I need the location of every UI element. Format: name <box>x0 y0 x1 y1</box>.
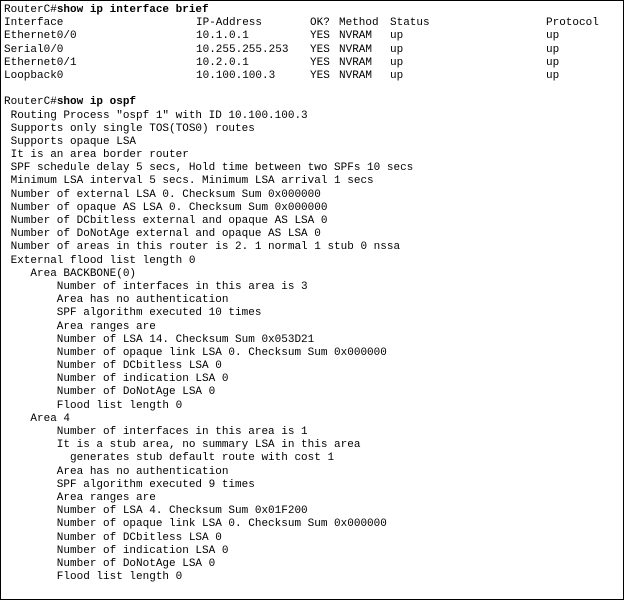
cell-status: up <box>390 43 404 56</box>
cell-method: NVRAM <box>339 43 373 56</box>
output-line: It is an area border router <box>4 149 189 162</box>
cell-ip-address: 10.1.0.1 <box>196 30 249 43</box>
cell-ok: YES <box>310 56 330 69</box>
terminal-output <box>4 4 623 584</box>
output-line: Number of LSA 4. Checksum Sum 0x01F200 <box>4 505 308 518</box>
output-line: SPF algorithm executed 9 times <box>4 478 255 491</box>
output-line: Area ranges are <box>4 491 156 504</box>
area-heading: Area 4 <box>4 412 71 425</box>
output-line: Number of interfaces in this area is 1 <box>4 426 308 438</box>
header-status: Status <box>390 17 430 30</box>
output-line: Routing Process "ospf 1" with ID 10.100.100.3 <box>4 109 308 122</box>
cell-method: NVRAM <box>339 69 373 82</box>
output-line: Number of DoNotAge LSA 0 <box>4 386 216 399</box>
output-line: generates stub default route with cost 1 <box>4 452 335 465</box>
cell-interface: Serial0/0 <box>4 43 64 56</box>
interface-row <box>4 44 623 57</box>
output-line: External flood list length 0 <box>4 254 196 267</box>
output-line: Area ranges are <box>4 320 156 333</box>
output-line: SPF schedule delay 5 secs, Hold time between two SPFs 10 secs <box>4 162 414 175</box>
cell-ok: YES <box>310 30 330 43</box>
output-line: Number of areas in this router is 2. 1 normal 1 stub 0 nssa <box>4 241 401 254</box>
output-line: Number of opaque AS LSA 0. Checksum Sum 0x000000 <box>4 201 328 214</box>
cell-status: up <box>390 30 404 43</box>
output-line: Number of DCbitless external and opaque AS LSA 0 <box>4 215 328 227</box>
output-line: Number of opaque link LSA 0. Checksum Sum 0x000000 <box>4 346 387 359</box>
cell-ip-address: 10.255.255.253 <box>196 43 289 56</box>
header-method: Method <box>339 17 379 30</box>
output-line: SPF algorithm executed 10 times <box>4 307 262 320</box>
cell-interface: Loopback0 <box>4 69 64 82</box>
output-line: Supports opaque LSA <box>4 135 137 148</box>
interface-row <box>4 57 623 70</box>
output-line: Number of DCbitless LSA 0 <box>4 360 222 373</box>
cell-interface: Ethernet0/1 <box>4 56 77 69</box>
cell-status: up <box>390 69 404 82</box>
output-line: Number of DoNotAge LSA 0 <box>4 557 216 570</box>
output-line: Supports only single TOS(TOS0) routes <box>4 122 255 135</box>
output-line: Number of opaque link LSA 0. Checksum Sum 0x000000 <box>4 518 387 531</box>
cell-status: up <box>390 56 404 69</box>
cell-protocol: up <box>546 56 560 69</box>
header-protocol: Protocol <box>546 17 599 30</box>
header-ok: OK? <box>310 17 330 30</box>
output-line: Number of LSA 14. Checksum Sum 0x053D21 <box>4 333 315 346</box>
router-prompt: RouterC# <box>4 96 57 109</box>
cell-protocol: up <box>546 69 560 82</box>
area-heading: Area BACKBONE(0) <box>4 267 137 280</box>
blank-line <box>4 83 623 96</box>
output-line: Flood list length 0 <box>4 399 183 412</box>
header-interface: Interface <box>4 17 64 30</box>
cell-interface: Ethernet0/0 <box>4 30 77 43</box>
output-line: Area has no authentication <box>4 294 229 307</box>
output-line: Number of interfaces in this area is 3 <box>4 280 308 293</box>
ospf-output <box>4 110 623 585</box>
command-text: show ip ospf <box>56 96 137 109</box>
output-line: It is a stub area, no summary LSA in this area <box>4 439 361 452</box>
output-line: Flood list length 0 <box>4 571 183 584</box>
cell-protocol: up <box>546 30 560 43</box>
output-line: Minimum LSA interval 5 secs. Minimum LSA arrival 1 secs <box>4 175 374 188</box>
command-line-show-ip-ospf <box>4 96 623 109</box>
cell-ok: YES <box>310 69 330 82</box>
cell-ip-address: 10.2.0.1 <box>196 56 249 69</box>
interface-row <box>4 70 623 83</box>
cell-method: NVRAM <box>339 56 373 69</box>
cell-method: NVRAM <box>339 30 373 43</box>
router-prompt: RouterC# <box>4 4 57 16</box>
output-line: Number of DCbitless LSA 0 <box>4 531 222 544</box>
cell-protocol: up <box>546 43 560 56</box>
command-text: show ip interface brief <box>56 4 209 16</box>
header-ip-address: IP-Address <box>196 17 263 30</box>
command-line-interface-brief <box>4 4 623 17</box>
output-line: Number of indication LSA 0 <box>4 544 229 557</box>
output-line: Number of indication LSA 0 <box>4 373 229 386</box>
interface-table-header <box>4 17 623 30</box>
output-line: Area has no authentication <box>4 465 229 478</box>
cell-ip-address: 10.100.100.3 <box>196 69 276 82</box>
interface-row <box>4 30 623 43</box>
output-line: Number of external LSA 0. Checksum Sum 0x000000 <box>4 188 321 201</box>
output-line: Number of DoNotAge external and opaque AS LSA 0 <box>4 228 321 241</box>
cell-ok: YES <box>310 43 330 56</box>
